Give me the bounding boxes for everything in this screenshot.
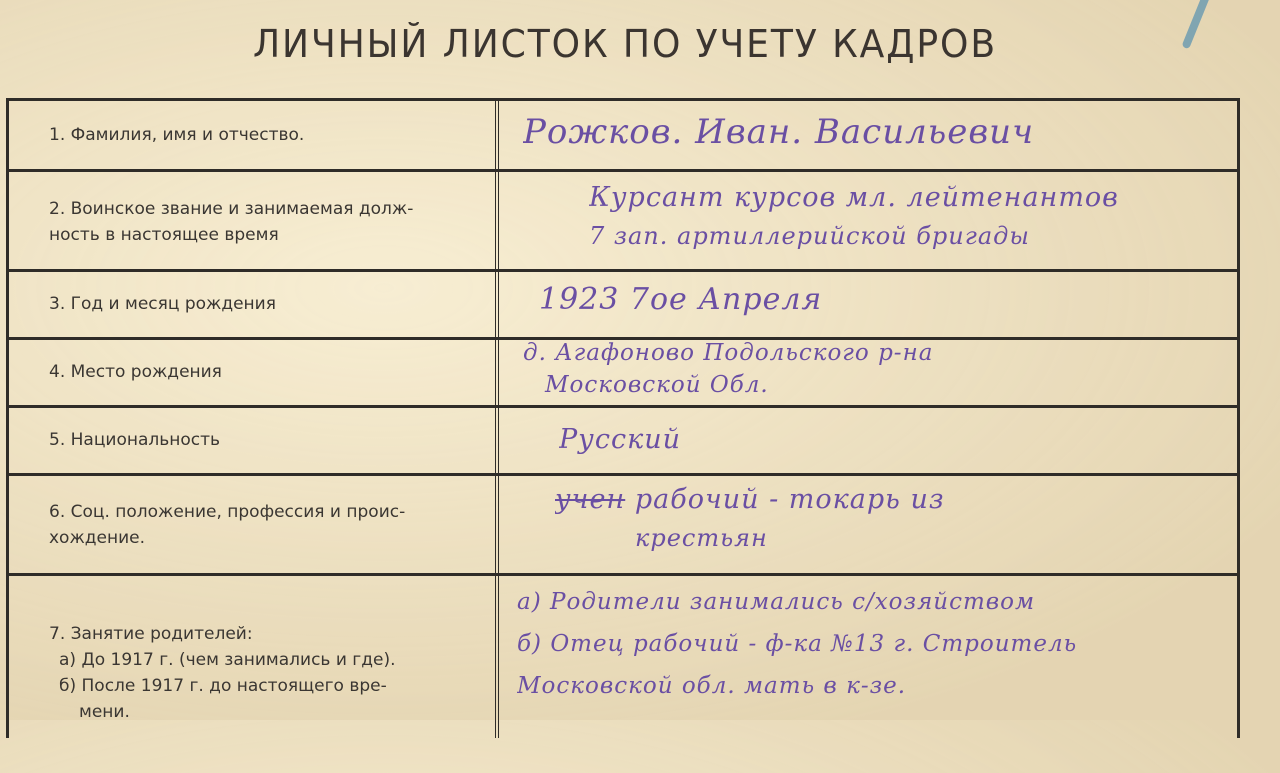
field-label-line: мени. <box>79 702 130 722</box>
field-label <box>49 359 469 385</box>
field-row-nationality <box>9 405 1237 476</box>
field-row-parents <box>9 573 1237 773</box>
field-label <box>49 196 469 248</box>
field-row-rank <box>9 169 1237 272</box>
field-label-line: 6. Соц. положение, профессия и проис- <box>49 502 406 522</box>
handwritten-line: 1923 7ое Апреля <box>539 282 823 317</box>
handwritten-line: а) Родители занимались с/хозяйством <box>517 589 1036 615</box>
handwritten-line: Московской Обл. <box>545 372 769 398</box>
field-label <box>49 499 469 551</box>
field-label-line: а) До 1917 г. (чем занимались и где). <box>59 650 396 670</box>
handwritten-line: крестьян <box>635 524 768 552</box>
field-answer <box>539 281 1237 319</box>
field-answer <box>589 179 1237 255</box>
field-label-line: 5. Национальность <box>49 430 221 450</box>
handwritten-line: Рожков. Иван. Васильевич <box>523 113 1035 151</box>
struck-out-word: учен <box>555 484 626 515</box>
handwritten-line: б) Отец рабочий - ф-ка №13 г. Строитель <box>517 631 1078 657</box>
field-label-line: 2. Воинское звание и занимаемая долж- <box>49 199 414 219</box>
field-label-line: 4. Место рождения <box>49 362 222 382</box>
field-label-line: 7. Занятие родителей: <box>49 624 253 644</box>
field-row-name <box>9 101 1237 172</box>
handwritten-line: Московской обл. мать в к-зе. <box>517 673 907 699</box>
field-answer <box>523 113 1237 151</box>
field-label-line: 1. Фамилия, имя и отчество. <box>49 125 305 145</box>
field-label-line: ность в настоящее время <box>49 225 279 245</box>
field-label <box>49 122 469 148</box>
field-answer <box>517 581 1237 707</box>
handwritten-line: д. Агафоново Подольского р-на <box>523 340 934 366</box>
field-row-birth-place <box>9 337 1237 408</box>
handwritten-line: 7 зап. артиллерийской бригады <box>589 222 1030 250</box>
handwritten-line: Русский <box>559 424 681 455</box>
handwritten-line: Курсант курсов мл. лейтенантов <box>589 182 1119 213</box>
personnel-form-table <box>6 98 1240 738</box>
field-label <box>49 621 469 725</box>
field-label-line: 3. Год и месяц рождения <box>49 294 276 314</box>
field-answer <box>555 481 1237 557</box>
field-label-line: хождение. <box>49 528 146 548</box>
field-label <box>49 291 469 317</box>
field-label <box>49 427 469 453</box>
document-title: ЛИЧНЫЙ ЛИСТОК ПО УЧЕТУ КАДРОВ <box>253 22 997 66</box>
field-row-birth-date <box>9 269 1237 340</box>
handwritten-line: рабочий - токарь из <box>634 484 945 515</box>
field-answer <box>523 337 1237 401</box>
field-answer <box>559 421 1237 459</box>
field-row-social-status <box>9 473 1237 576</box>
field-label-line: б) После 1917 г. до настоящего вре- <box>59 676 387 696</box>
